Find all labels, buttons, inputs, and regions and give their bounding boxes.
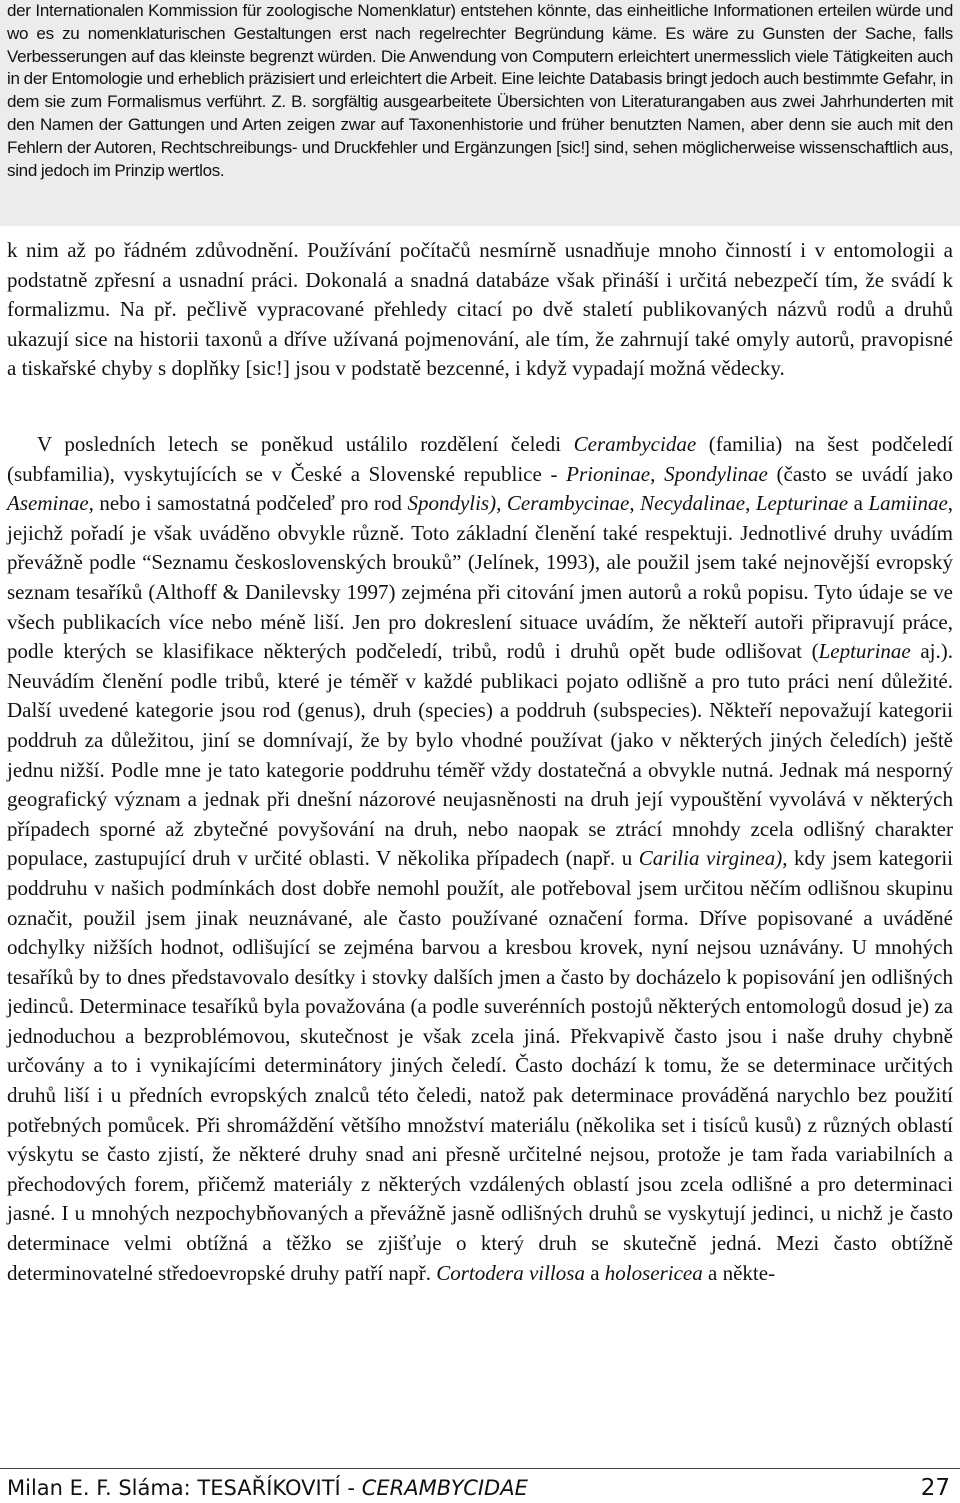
text-span: , (650, 461, 665, 486)
german-paragraph: der Internationalen Kommission für zoologische Nomenklatur) entstehen könnte, das einheitliche Informationen erteilen würde und wo es zu nomenklaturischen Gestaltungen erst nach regelrechter Begründung käme. Es wäre zu Gunsten der Sache, falls Verbesserungen auf das kleinste begrenzt würden. Die Anwendung von Computern erleichtert unermesslich viele Tätigkeiten auch in der Entomologie und erheblich präzisiert und erleichtert die Arbeit. Eine leichte Databasis bringt jedoch auch bestimmte Gefahr, in dem sie zum Formalismus verführt. Z. B. sorgfältig ausgearbeitete Übersichten von Literaturangaben aus zwei Jahrhunderten mit den Namen der Gattungen und Arten zeigen zwar auf Taxonenhistorie und früher benutzten Namen, aber denn sie auch mit den Fehlern der Autoren, Rechtschreibungs- und Druckfehler und Ergänzungen [sic!] sind, sehen möglicherweise wissenschaftlich aus, sind jedoch im Prinzip wertlos. (7, 1, 953, 180)
taxon-name: Lepturinae (755, 491, 849, 516)
taxon-name: Spondylis), (407, 491, 502, 516)
taxon-name: Cortodera villosa (436, 1260, 585, 1285)
text-span: , (745, 491, 756, 516)
taxon-name: Necydalinae (640, 491, 746, 516)
taxon-name: Lamiinae (868, 491, 948, 516)
text-span: a někte- (702, 1260, 776, 1285)
footer-author-title (7, 1473, 528, 1503)
taxon-name: Lepturinae (818, 639, 911, 664)
text-span: a (584, 1260, 605, 1285)
taxon-name: Cerambycidae (573, 432, 697, 456)
taxon-name: Carilia virginea), (638, 846, 788, 871)
page-footer (0, 1473, 960, 1503)
text-span: (familia) na šest podčeledí (subfamilia), vyskytujících se v České a Slovenské republice - (7, 432, 953, 486)
czech-translation-block (0, 236, 960, 416)
taxon-name: Spondylinae (664, 461, 768, 486)
taxon-name: Aseminae (7, 491, 89, 516)
footer-author: Milan E. F. Sláma: TESAŘÍKOVITÍ - (7, 1476, 362, 1500)
footer-family: CERAMBYCIDAE (361, 1476, 528, 1500)
page-number: 27 (920, 1475, 950, 1501)
text-span: a (848, 491, 869, 516)
taxon-name: Cerambycinae (506, 491, 630, 516)
taxon-name: holosericea (604, 1260, 703, 1285)
footer-divider (0, 1468, 960, 1469)
text-span: , nebo i samostatná podčeleď pro rod (88, 491, 408, 516)
taxon-name: Prioninae (566, 461, 651, 486)
text-span: kdy jsem kategorii poddruhu v našich podmínkách dost dobře nemohl použít, ale potřeboval jsem určitou něčím odlišnou skupinu označit, použil jsem jinak neuznávané, ale často používané označení forma. Dříve popisované a uváděné odchylky nižších hodnot, odlišující se zejména barvou a kresbou krovek, nyní nejsou uznávány. U mnohých tesaříků by to dnes představovalo desítky i stovky dalších jmen a často by docházelo k popisování jen odlišných jedinců. Determinace tesaříků byla považována (a podle suverénních postojů některých entomologů dosud je) za jednoduchou a bezproblémovou, skutečnost je však zcela jiná. Překvapivě často jsou i naše druhy chybně určovány a to i vynikajícími determinátory jiných čeledí. Často dochází k tomu, že se determinace určitých druhů liší i u předních evropských znalců této čeledi, natož pak determinace prováděná narychlo bez použití potřebných pomůcek. Při shromáždění většího množství materiálu (několika set i tisíců kusů) z různých oblastí výskytu se často zjistí, že některé druhy snad ani přesně určitelné nejsou, protože je tam řada variabilních a přechodových forem, přičemž materiály z některých vzdálených oblastí jsou zcela odlišné a pro determinaci jasné. I u mnohých nezpochybňovaných a převážně jasně odlišných druhů se vyskytují jedinci, u nichž je často determinace velmi obtížná a těžko se zjišťuje o který druh se skutečně jedná. Mezi často obtížně determinovatelné středoevropské druhy patří např. (7, 846, 953, 1285)
czech-main-text (0, 430, 960, 1460)
text-span: , (629, 491, 641, 516)
text-span: , jejichž pořadí je však uváděno obvykle různě. Toto základní členění také respektuji. Jednotlivé druhy uvádím převážně podle “Seznamu československých brouků” (Jelínek, 1993), ale použil jsem také nejnovější evropský seznam tesaříků (Althoff & Danilevsky 1997) zejména při citování jmen autorů a roků popisu. Tyto údaje se ve všech publikacích více nebo méně liší. Jen pro dokreslení situace uvádím, že někteří autoři připravují práce, podle kterých se klasifikace některých podčeledí, tribů, rodů i druhů opět bude odlišovat ( (7, 491, 954, 664)
text-span: aj.). Neuvádím členění podle tribů, které je téměř v každé publikaci pojato odlišně a pro tuto práci není důležité. Další uvedené kategorie jsou rod (genus), druh (species) a poddruh (subspecies). Někteří nepovažují kategorii poddruh za důležitou, jiní se domnívají, že by bylo vhodné používat (jako v některých jiných čeledích) ještě jednu nižší. Podle mne je tato kategorie poddruhu téměř vždy dostatečná a obvykle nutná. Jednak má nesporný geografický význam a jednak při dnešní názorové neujasněnosti na druh její vypouštění vyvolává v některých případech sporné až zbytečné povyšování na druh, nebo naopak se ztrácí mnohdy zcela odlišný charakter populace, zastupující druh v určité oblasti. V několika případech (např. u (7, 639, 953, 871)
czech-paragraph-2 (7, 430, 953, 1288)
text-span: (často se uvádí jako (767, 461, 953, 486)
text-span: V posledních letech se poněkud ustálilo rozdělení čeledi (37, 432, 574, 456)
czech-paragraph-1: k nim až po řádném zdůvodnění. Používání počítačů nesmírně usnadňuje mnoho činností i v entomologii a podstatně zpřesní a usnadní práci. Dokonalá a snadná databáze však přináší i určitá nebezpečí tím, že svádí k formalizmu. Na př. pečlivě vypracované přehledy citací po dvě staletí publikovaných názvů rodů a druhů ukazují sice na historii taxonů a dříve užívaná pojmenování, ale tím, že zahrnují také omyly autorů, pravopisné a tiskařské chyby s doplňky [sic!] jsou v podstatě bezcenné, i když vypadají možná vědecky. (7, 238, 953, 381)
german-summary-block (0, 0, 960, 226)
